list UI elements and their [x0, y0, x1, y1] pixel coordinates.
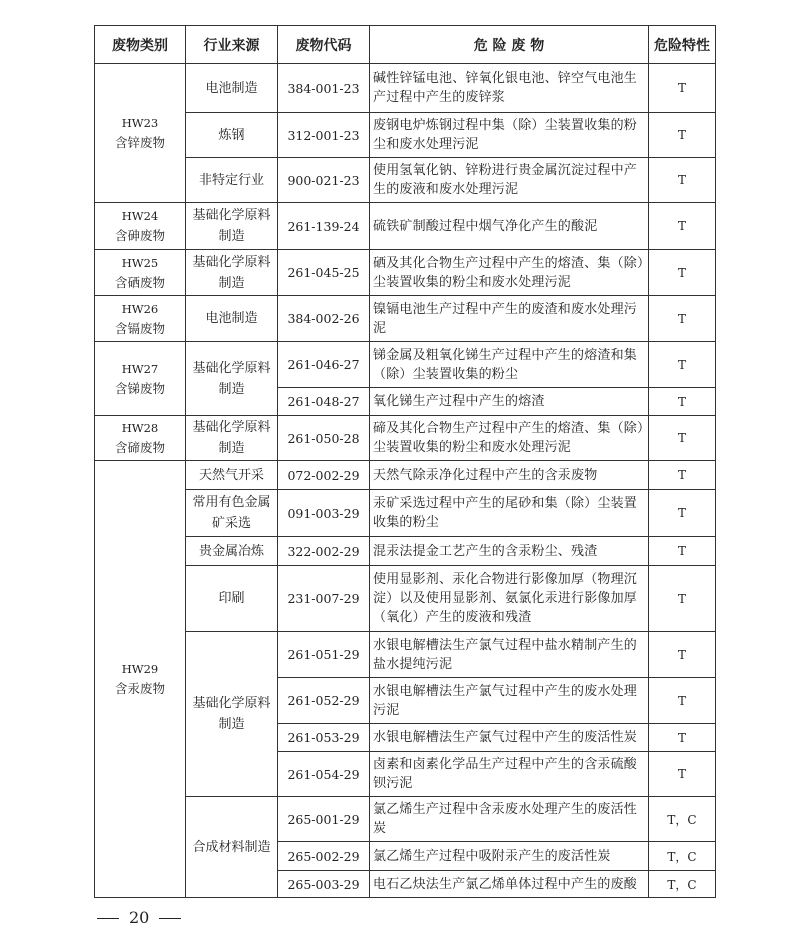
description-cell: 天然气除汞净化过程中产生的含汞废物 [370, 461, 649, 490]
source-cell: 非特定行业 [186, 158, 278, 203]
description-cell: 碱性锌锰电池、锌氧化银电池、锌空气电池生产过程中产生的废锌浆 [370, 64, 649, 113]
hazard-cell: T [649, 203, 716, 250]
code-cell: 384-002-26 [278, 296, 370, 342]
table-row [95, 632, 716, 678]
category-code: HW25 [121, 255, 159, 270]
source-cell: 基础化学原料制造 [186, 632, 278, 797]
category-name: 含镉废物 [114, 320, 165, 336]
source-cell: 炼钢 [186, 113, 278, 158]
table-row [95, 416, 716, 461]
header-code: 废物代码 [278, 26, 370, 64]
table-row [95, 461, 716, 490]
category-cell [95, 64, 186, 203]
hazard-cell: T [649, 342, 716, 388]
description-cell: 混汞法提金工艺产生的含汞粉尘、残渣 [370, 537, 649, 566]
code-cell: 091-003-29 [278, 490, 370, 537]
table-row [95, 203, 716, 250]
description-cell: 水银电解槽法生产氯气过程中产生的废水处理污泥 [370, 678, 649, 724]
hazard-cell: T [649, 296, 716, 342]
description-cell: 水银电解槽法生产氯气过程中产生的废活性炭 [370, 724, 649, 752]
category-cell [95, 203, 186, 250]
hazard-cell: T [649, 724, 716, 752]
category-name: 含碲废物 [114, 440, 165, 455]
description-cell: 使用显影剂、汞化合物进行影像加厚（物理沉淀）以及使用显影剂、氨氯化汞进行影像加厚（氧化）产生的废液和残渣 [370, 566, 649, 632]
table-row [95, 342, 716, 388]
description-cell: 氯乙烯生产过程中含汞废水处理产生的废活性炭 [370, 797, 649, 842]
description-cell: 镍镉电池生产过程中产生的废渣和废水处理污泥 [370, 296, 649, 342]
code-cell: 312-001-23 [278, 113, 370, 158]
category-code: HW27 [121, 361, 159, 376]
hazard-cell: T [649, 537, 716, 566]
category-code: HW29 [121, 662, 159, 676]
category-code: HW28 [121, 421, 159, 435]
category-code: HW24 [121, 209, 159, 223]
source-cell: 基础化学原料制造 [186, 416, 278, 461]
category-cell [95, 461, 186, 898]
source-cell: 基础化学原料制造 [186, 203, 278, 250]
code-cell: 265-002-29 [278, 842, 370, 871]
description-cell: 电石乙炔法生产氯乙烯单体过程中产生的废酸 [370, 871, 649, 898]
hazard-cell: T [649, 490, 716, 537]
code-cell: 900-021-23 [278, 158, 370, 203]
hazard-cell: T [649, 632, 716, 678]
description-cell: 氯乙烯生产过程中吸附汞产生的废活性炭 [370, 842, 649, 871]
category-code: HW23 [121, 116, 159, 130]
code-cell: 265-001-29 [278, 797, 370, 842]
code-cell: 231-007-29 [278, 566, 370, 632]
code-cell: 261-048-27 [278, 388, 370, 416]
description-cell: 汞矿采选过程中产生的尾砂和集（除）尘装置收集的粉尘 [370, 490, 649, 537]
code-cell: 261-045-25 [278, 250, 370, 296]
header-waste: 危 险 废 物 [370, 26, 649, 64]
code-cell: 261-046-27 [278, 342, 370, 388]
hazard-cell: T [649, 752, 716, 797]
hazard-cell: T [649, 388, 716, 416]
category-cell [95, 296, 186, 342]
category-name: 含汞废物 [114, 681, 165, 696]
table-row [95, 64, 716, 113]
description-cell: 氧化锑生产过程中产生的熔渣 [370, 388, 649, 416]
hazard-cell: T，C [649, 871, 716, 898]
category-cell [95, 416, 186, 461]
hazard-cell: T [649, 64, 716, 113]
hazard-cell: T [649, 158, 716, 203]
table-row [95, 296, 716, 342]
table-row [95, 158, 716, 203]
hazard-cell: T，C [649, 797, 716, 842]
description-cell: 废钢电炉炼钢过程中集（除）尘装置收集的粉尘和废水处理污泥 [370, 113, 649, 158]
hazard-cell: T [649, 461, 716, 490]
description-cell: 硒及其化合物生产过程中产生的熔渣、集（除）尘装置收集的粉尘和废水处理污泥 [370, 250, 649, 296]
table-row [95, 537, 716, 566]
code-cell: 261-053-29 [278, 724, 370, 752]
category-name: 含硒废物 [114, 274, 165, 290]
source-cell: 常用有色金属矿采选 [186, 490, 278, 537]
code-cell: 261-052-29 [278, 678, 370, 724]
hazard-cell: T，C [649, 842, 716, 871]
code-cell: 384-001-23 [278, 64, 370, 113]
category-cell [95, 342, 186, 416]
code-cell: 072-002-29 [278, 461, 370, 490]
source-cell: 电池制造 [186, 296, 278, 342]
code-cell: 261-051-29 [278, 632, 370, 678]
hazard-cell: T [649, 416, 716, 461]
category-name: 含砷废物 [114, 228, 165, 243]
code-cell: 265-003-29 [278, 871, 370, 898]
table-header-row [95, 26, 716, 64]
page-number: 20 [129, 908, 150, 927]
header-category: 废物类别 [95, 26, 186, 64]
source-cell: 基础化学原料制造 [186, 250, 278, 296]
source-cell: 基础化学原料制造 [186, 342, 278, 416]
source-cell: 合成材料制造 [186, 797, 278, 898]
description-cell: 使用氢氧化钠、锌粉进行贵金属沉淀过程中产生的废液和废水处理污泥 [370, 158, 649, 203]
header-hazard: 危险特性 [649, 26, 716, 64]
description-cell: 卤素和卤素化学品生产过程中产生的含汞硫酸钡污泥 [370, 752, 649, 797]
code-cell: 261-139-24 [278, 203, 370, 250]
footer-dash-left [97, 918, 119, 920]
description-cell: 水银电解槽法生产氯气过程中盐水精制产生的盐水提纯污泥 [370, 632, 649, 678]
source-cell: 贵金属冶炼 [186, 537, 278, 566]
table-row [95, 797, 716, 842]
code-cell: 322-002-29 [278, 537, 370, 566]
description-cell: 硫铁矿制酸过程中烟气净化产生的酸泥 [370, 203, 649, 250]
category-name: 含锑废物 [114, 380, 165, 396]
code-cell: 261-054-29 [278, 752, 370, 797]
category-cell [95, 250, 186, 296]
source-cell: 印刷 [186, 566, 278, 632]
table-row [95, 490, 716, 537]
description-cell: 锑金属及粗氧化锑生产过程中产生的熔渣和集（除）尘装置收集的粉尘 [370, 342, 649, 388]
category-name: 含锌废物 [114, 135, 165, 150]
table-row [95, 250, 716, 296]
footer-dash-right [159, 918, 181, 920]
source-cell: 天然气开采 [186, 461, 278, 490]
source-cell: 电池制造 [186, 64, 278, 113]
hazard-cell: T [649, 113, 716, 158]
header-source: 行业来源 [186, 26, 278, 64]
hazardous-waste-table [94, 25, 716, 898]
hazard-cell: T [649, 566, 716, 632]
hazard-cell: T [649, 250, 716, 296]
category-code: HW26 [121, 301, 159, 316]
table-row [95, 566, 716, 632]
hazard-cell: T [649, 678, 716, 724]
code-cell: 261-050-28 [278, 416, 370, 461]
table-row [95, 113, 716, 158]
description-cell: 碲及其化合物生产过程中产生的熔渣、集（除）尘装置收集的粉尘和废水处理污泥 [370, 416, 649, 461]
page-footer [97, 908, 181, 927]
